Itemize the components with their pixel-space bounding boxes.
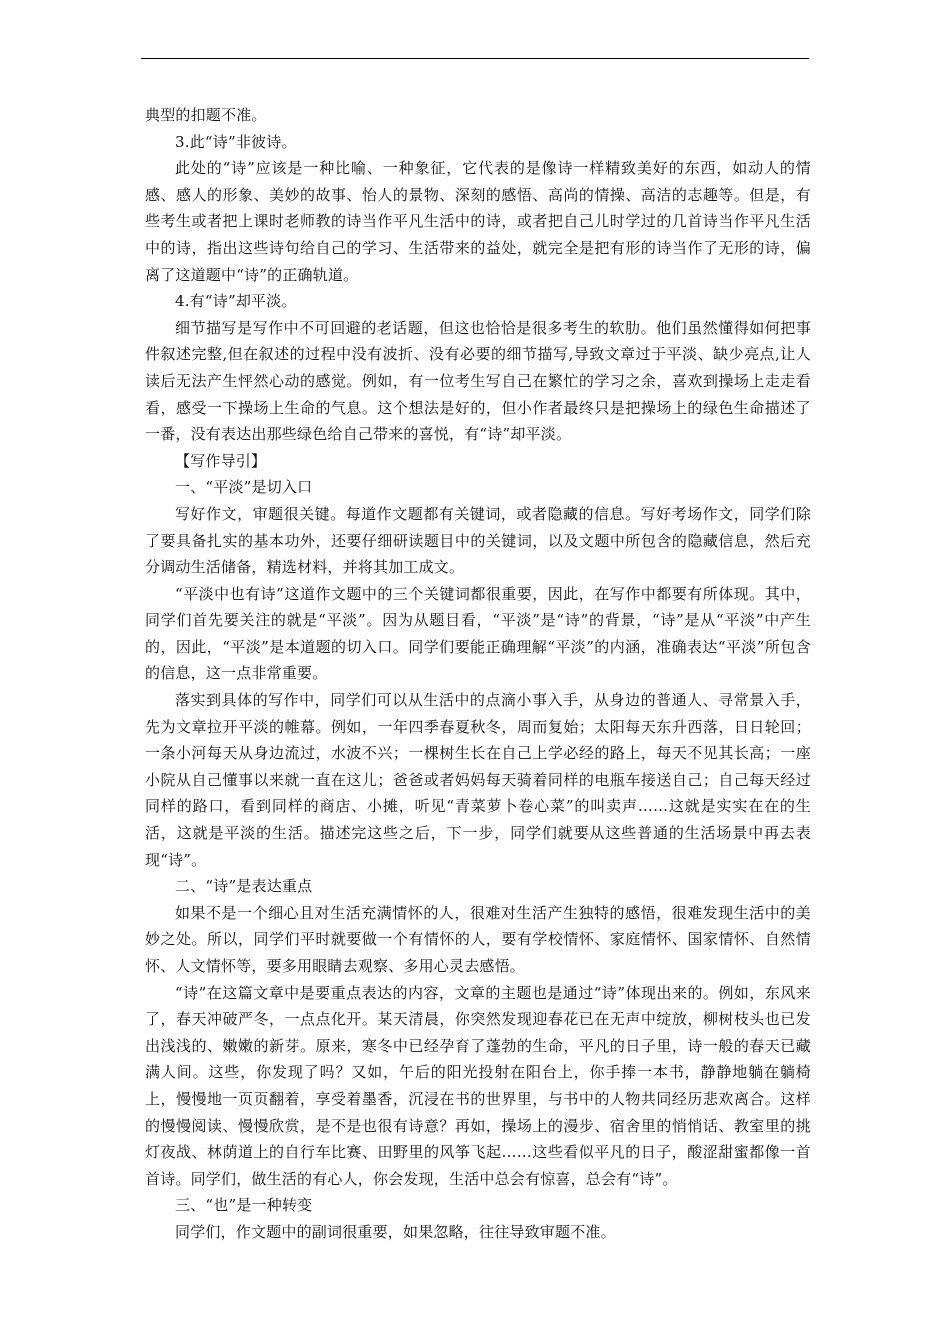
paragraph: 此处的“诗”应该是一种比喻、一种象征，它代表的是像诗一样精致美好的东西，如动人的情感、感人的形象、美妙的故事、怡人的景物、深刻的感悟、高尚的情操、高洁的志趣等。但是，有些考生或者把上课时老师教的诗当作平凡生活中的诗，或者把自己儿时学过的几首诗当作平凡生活中的诗，指出这些诗句给自己的学习、生活带来的益处，就完全是把有形的诗当作了无形的诗，偏离了这道题中“诗”的正确轨道。 [145, 159, 811, 284]
subheading-3: 三、“也”是一种转变 [175, 1196, 313, 1215]
paragraph: 细节描写是写作中不可回避的老话题，但这也恰恰是很多考生的软肋。他们虽然懂得如何把事件叙述完整,但在叙述的过程中没有波折、没有必要的细节描写,导致文章过于平淡、缺少亮点,让人读后无法产生怦然心动的感觉。例如，有一位考生写自己在繁忙的学习之余，喜欢到操场上走走看看，感受一下操场上生命的气息。这个想法是好的，但小作者最终只是把操场上的绿色生命描述了一番，没有表达出那些绿色给自己带来的喜悦，有“诗”却平淡。 [145, 318, 811, 444]
paragraph: 如果不是一个细心且对生活充满情怀的人，很难对生活产生独特的感悟，很难发现生活中的美妙之处。所以，同学们平时就要做一个有情怀的人，要有学校情怀、家庭情怀、国家情怀、自然情怀、人文情怀等，要多用眼睛去观察、多用心灵去感悟。 [145, 903, 811, 975]
paragraph: “诗”在这篇文章中是要重点表达的内容，文章的主题也是通过“诗”体现出来的。例如，东风来了，春天冲破严冬，一点点化开。某天清晨，你突然发现迎春花已在无声中绽放，柳树枝头也已发出浅浅的、嫩嫩的新芽。原来，寒冬中已经孕育了蓬勃的生命，平凡的日子里，诗一般的春天已藏满人间。这些，你发现了吗？又如，午后的阳光投射在阳台上，你手捧一本书，静静地躺在躺椅上，慢慢地一页页翻着，享受着墨香，沉浸在书的世界里，与书中的人物共同经历悲欢离合。这样的慢慢阅读、慢慢欣赏，是不是也很有诗意？再如，操场上的漫步、宿舍里的悄悄话、教室里的挑灯夜战、林荫道上的自行车比赛、田野里的风筝飞起……这些看似平凡的日子，酸涩甜蜜都像一首首诗。同学们，做生活的有心人，你会发现，生活中总会有惊喜，总会有“诗”。 [145, 983, 811, 1188]
paragraph: “平淡中也有诗”这道作文题中的三个关键词都很重要，因此，在写作中都要有所体现。其中，同学们首先要关注的就是“平淡”。因为从题目看，“平淡”是“诗”的背景，“诗”是从“平淡”中产生的，因此，“平淡”是本道题的切入口。同学们要能正确理解“平淡”的内涵，准确表达“平淡”所包含的信息，这一点非常重要。 [145, 584, 811, 683]
paragraph: 写好作文，审题很关键。每道作文题都有关键词，或者隐藏的信息。写好考场作文，同学们除了要具备扎实的基本功外，还要仔细研读题目中的关键词，以及文题中所包含的隐藏信息，然后充分调动生活储备，精选材料，并将其加工成文。 [145, 504, 811, 577]
paragraph: 落实到具体的写作中，同学们可以从生活中的点滴小事入手，从身边的普通人、寻常景入手，先为文章拉开平淡的帷幕。例如，一年四季春夏秋冬，周而复始；太阳每天东升西落，日日轮回；一条小河每天从身边流过，水波不兴；一棵树生长在自己上学必经的路上，每天不见其长高；一座小院从自己懂事以来就一直在这儿；爸爸或者妈妈每天骑着同样的电瓶车接送自己；自己每天经过同样的路口，看到同样的商店、小摊，听见“青菜萝卜卷心菜”的叫卖声……这就是实实在在的生活，这就是平淡的生活。描述完这些之后，下一步，同学们就要从这些普通的生活场景中再去表现“诗”。 [145, 691, 811, 869]
paragraph: 同学们，作文题中的副词很重要，如果忽略，往往导致审题不准。 [175, 1222, 616, 1241]
subheading-2: 二、“诗”是表达重点 [175, 877, 313, 896]
header-rule [141, 58, 809, 59]
subheading-1: 一、“平淡”是切入口 [175, 478, 313, 497]
section-heading-3: 3.此“诗”非彼诗。 [175, 132, 297, 151]
document-body [145, 102, 811, 1246]
section-heading-4: 4.有“诗”却平淡。 [175, 292, 297, 311]
writing-guide-heading: 【写作导引】 [175, 451, 267, 470]
paragraph-continuation: 典型的扣题不准。 [145, 106, 267, 124]
